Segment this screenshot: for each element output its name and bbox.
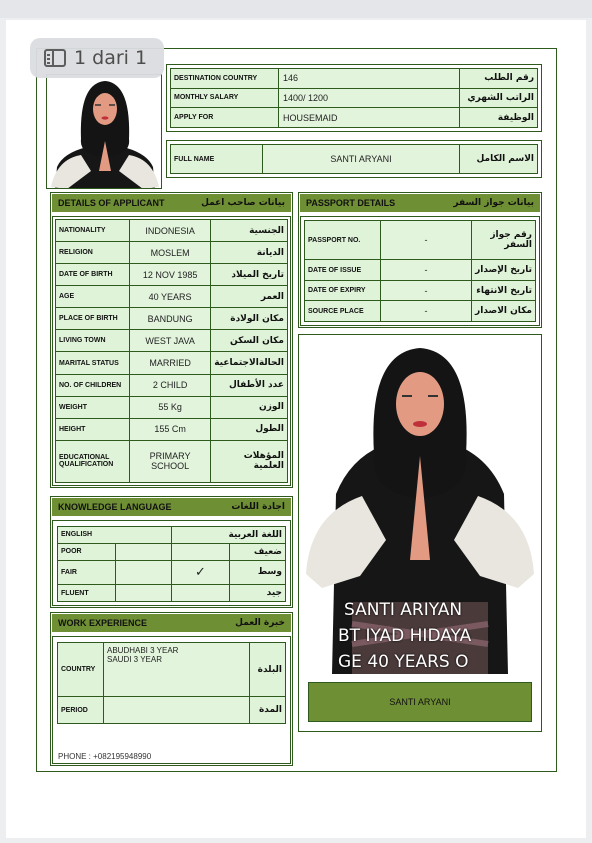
work-period-row (58, 697, 286, 724)
applicant-header (52, 194, 291, 212)
applicant-field-value: MOSLEM (130, 242, 211, 264)
language-check-mark (172, 543, 230, 560)
language-level-row (58, 543, 286, 560)
applicant-row (56, 330, 288, 352)
applicant-field-value: 55 Kg (130, 396, 211, 418)
destination-label-ar: رقم الطلب (460, 69, 538, 89)
passport-field-value: - (381, 221, 472, 260)
applicant-field-label: PLACE OF BIRTH (56, 308, 130, 330)
language-level-row (58, 585, 286, 602)
language-level-label: POOR (58, 543, 116, 560)
applicant-field-label: DATE OF BIRTH (56, 264, 130, 286)
photo-overlay-line3: GE 40 YEARS O (338, 652, 469, 672)
applicant-row (56, 352, 288, 374)
applicant-title: DETAILS OF APPLICANT (58, 198, 165, 208)
destination-value: 146 (279, 69, 460, 89)
fullname-value: SANTI ARYANI (263, 145, 460, 174)
applicant-field-value: PRIMARY SCHOOL (130, 440, 211, 482)
work-title-ar: خبرة العمل (235, 618, 285, 628)
applicant-field-value: BANDUNG (130, 308, 211, 330)
page-sidebar-icon (44, 49, 66, 67)
work-title: WORK EXPERIENCE (58, 618, 148, 628)
passport-field-label-ar: تاريخ الإصدار (472, 260, 536, 281)
portrait-small-graphic (47, 75, 162, 189)
applicant-row (56, 220, 288, 242)
name-bar-text: SANTI ARYANI (389, 697, 451, 707)
passport-title-ar: بيانات جواز السفر (453, 198, 534, 208)
applicant-row (56, 242, 288, 264)
language-check-mark (172, 585, 230, 602)
applicant-field-label: MARITAL STATUS (56, 352, 130, 374)
applicant-row (56, 440, 288, 482)
large-applicant-photo (302, 344, 538, 674)
passport-field-label-ar: مكان الاصدار (472, 301, 536, 322)
phone-number: PHONE : +082195948990 (58, 752, 152, 761)
passport-title: PASSPORT DETAILS (306, 198, 396, 208)
photo-overlay-line1: SANTI ARIYAN (344, 600, 463, 620)
browser-top-bar (0, 0, 592, 18)
applicant-field-label-ar: الحالةالاجتماعية (211, 352, 288, 374)
applicant-field-label: RELIGION (56, 242, 130, 264)
language-header (52, 498, 291, 516)
language-english-label: ENGLISH (58, 527, 172, 544)
applicant-row (56, 264, 288, 286)
page-indicator-text: 1 dari 1 (74, 47, 148, 69)
language-title-ar: اجادة اللغات (231, 502, 285, 512)
top-info-table (170, 68, 538, 128)
passport-row (305, 221, 536, 260)
applicant-row (56, 286, 288, 308)
applicant-row (56, 308, 288, 330)
applicant-field-label-ar: العمر (211, 286, 288, 308)
work-period-label: PERIOD (58, 697, 104, 724)
applicant-field-value: MARRIED (130, 352, 211, 374)
applicant-field-label: HEIGHT (56, 418, 130, 440)
applicant-field-label-ar: الجنسية (211, 220, 288, 242)
passport-field-label-ar: رقم جواز السفر (472, 221, 536, 260)
language-arabic-label: اللغة العربية (172, 527, 286, 544)
passport-table (304, 220, 536, 322)
passport-field-label: SOURCE PLACE (305, 301, 381, 322)
work-country-label-ar: البلدة (250, 643, 286, 697)
passport-field-value: - (381, 301, 472, 322)
work-period-value (104, 697, 250, 724)
work-period-label-ar: المدة (250, 697, 286, 724)
applicant-field-label-ar: المؤهلات العلمية (211, 440, 288, 482)
applicant-field-label-ar: تاريخ الميلاد (211, 264, 288, 286)
name-bar (308, 682, 532, 722)
language-title: KNOWLEDGE LANGUAGE (58, 502, 172, 512)
applicant-field-label-ar: مكان السكن (211, 330, 288, 352)
passport-header (300, 194, 540, 212)
applicant-row (56, 374, 288, 396)
work-country-label: COUNTRY (58, 643, 104, 697)
page-indicator[interactable] (30, 38, 164, 78)
work-table (57, 642, 286, 724)
fullname-table (170, 144, 538, 174)
language-level-label: FLUENT (58, 585, 116, 602)
applicant-field-label-ar: مكان الولادة (211, 308, 288, 330)
applicant-field-label: LIVING TOWN (56, 330, 130, 352)
small-applicant-photo (46, 74, 162, 189)
applicant-field-label-ar: الديانة (211, 242, 288, 264)
passport-field-label-ar: تاريخ الانتهاء (472, 280, 536, 301)
applicant-field-value: 155 Cm (130, 418, 211, 440)
passport-row (305, 301, 536, 322)
apply-label-ar: الوظيفة (460, 108, 538, 128)
applicant-field-label: NATIONALITY (56, 220, 130, 242)
applicant-field-label-ar: عدد الأطفال (211, 374, 288, 396)
salary-row (171, 88, 538, 108)
applicant-field-label: AGE (56, 286, 130, 308)
passport-field-label: DATE OF ISSUE (305, 260, 381, 281)
salary-value: 1400/ 1200 (279, 88, 460, 108)
language-level-label-ar: وسط (230, 560, 286, 584)
applicant-field-label-ar: الوزن (211, 396, 288, 418)
work-country-value: ABUDHABI 3 YEAR SAUDI 3 YEAR (104, 643, 250, 697)
applicant-field-label: WEIGHT (56, 396, 130, 418)
portrait-large-graphic (302, 344, 538, 674)
language-level-row (58, 560, 286, 584)
language-level-label-ar: ضعيف (230, 543, 286, 560)
salary-label-ar: الراتب الشهري (460, 88, 538, 108)
applicant-field-value: WEST JAVA (130, 330, 211, 352)
applicant-table (55, 219, 288, 483)
applicant-field-value: 2 CHILD (130, 374, 211, 396)
passport-row (305, 280, 536, 301)
passport-field-value: - (381, 260, 472, 281)
destination-row (171, 69, 538, 89)
applicant-title-ar: بيانات صاحب اعمل (201, 198, 285, 208)
applicant-row (56, 396, 288, 418)
applicant-field-value: INDONESIA (130, 220, 211, 242)
language-check-mark: ✓ (172, 560, 230, 584)
applicant-field-label-ar: الطول (211, 418, 288, 440)
applicant-row (56, 418, 288, 440)
language-level-label-ar: جيد (230, 585, 286, 602)
apply-value: HOUSEMAID (279, 108, 460, 128)
passport-field-label: DATE OF EXPIRY (305, 280, 381, 301)
destination-label: DESTINATION COUNTRY (171, 69, 279, 89)
passport-row (305, 260, 536, 281)
fullname-label: FULL NAME (171, 145, 263, 174)
salary-label: MONTHLY SALARY (171, 88, 279, 108)
language-level-label: FAIR (58, 560, 116, 584)
language-english-cell (116, 543, 172, 560)
applicant-field-label: EDUCATIONAL QUALIFICATION (56, 440, 130, 482)
photo-overlay-line2: BT IYAD HIDAYA (338, 626, 472, 646)
work-header (52, 614, 291, 632)
passport-field-value: - (381, 280, 472, 301)
language-english-cell (116, 560, 172, 584)
applicant-field-value: 12 NOV 1985 (130, 264, 211, 286)
fullname-label-ar: الاسم الكامل (460, 145, 538, 174)
passport-field-label: PASSPORT NO. (305, 221, 381, 260)
applicant-field-value: 40 YEARS (130, 286, 211, 308)
applicant-field-label: NO. OF CHILDREN (56, 374, 130, 396)
language-table (57, 526, 286, 602)
apply-label: APPLY FOR (171, 108, 279, 128)
language-header-row (58, 527, 286, 544)
work-country-row (58, 643, 286, 697)
apply-row (171, 108, 538, 128)
language-english-cell (116, 585, 172, 602)
